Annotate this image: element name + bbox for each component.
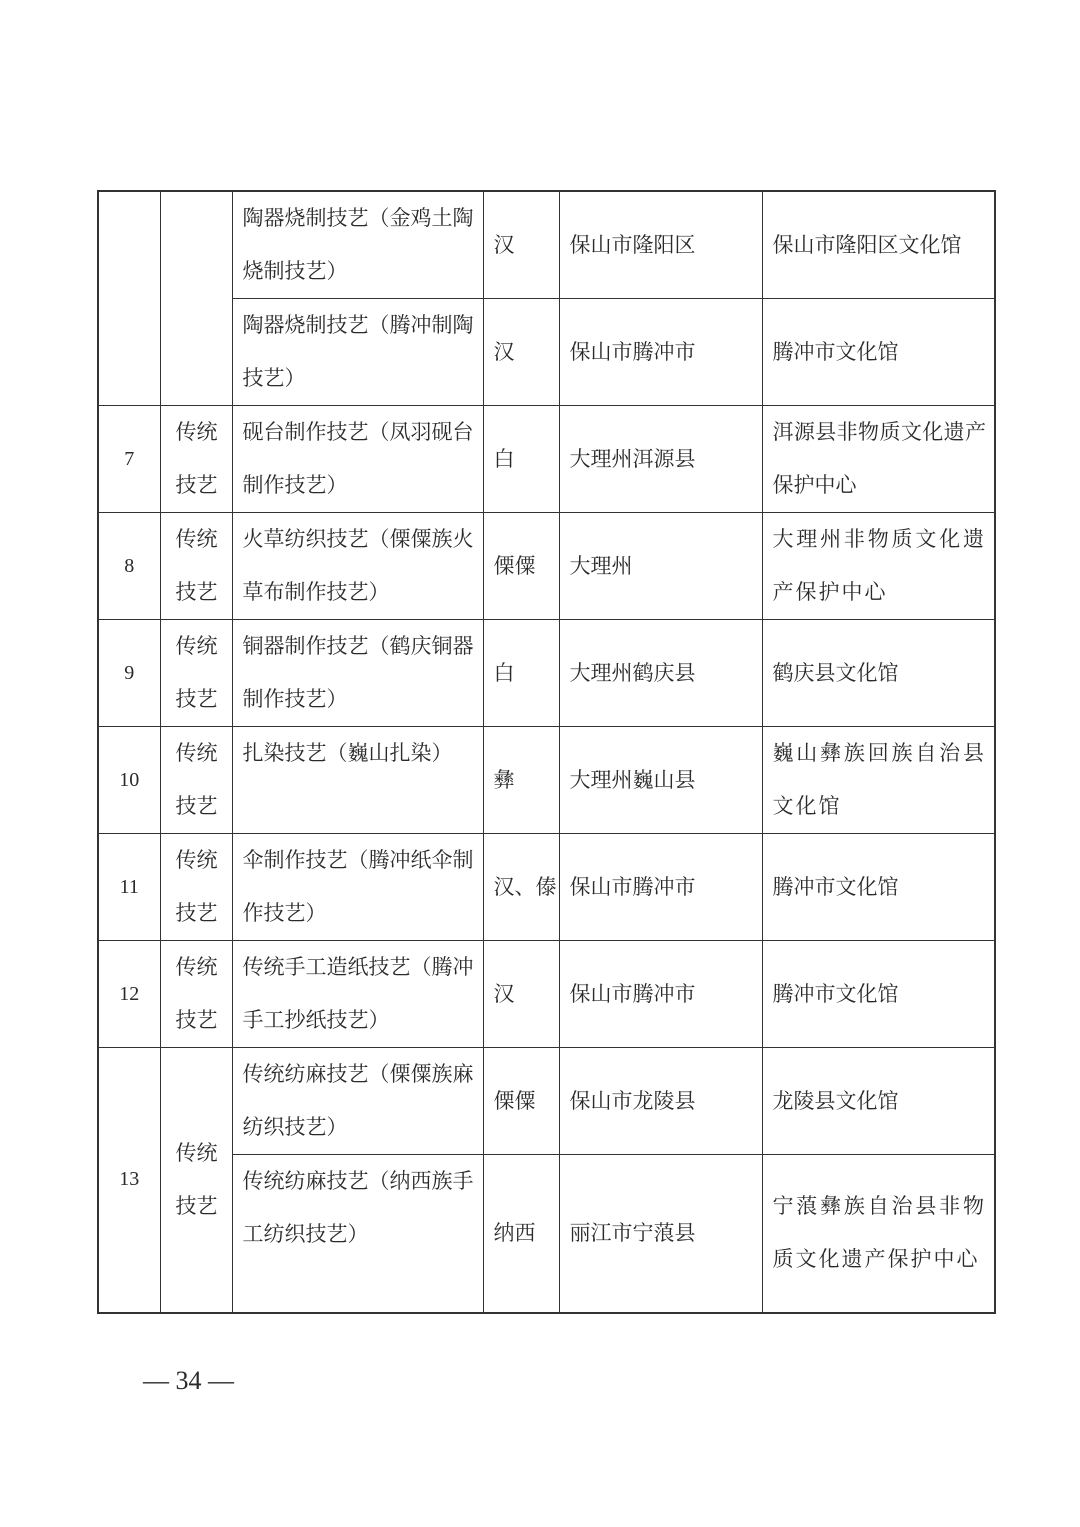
ethnicity-cell: 傈僳 (483, 1048, 559, 1155)
table-row (98, 620, 995, 727)
ethnicity-cell: 傈僳 (483, 513, 559, 620)
table-row (98, 191, 995, 299)
region-cell: 丽江市宁蒗县 (559, 1155, 762, 1313)
category-cell: 传统技艺 (160, 1048, 232, 1313)
protection-unit-cell: 腾冲市文化馆 (762, 834, 995, 941)
table-row (98, 727, 995, 834)
table-row (98, 1155, 995, 1313)
ethnicity-cell: 汉、傣 (483, 834, 559, 941)
category-cell: 传统技艺 (160, 941, 232, 1048)
protection-unit-cell: 宁蒗彝族自治县非物质文化遗产保护中心 (762, 1155, 995, 1313)
category-cell: 传统技艺 (160, 834, 232, 941)
protection-unit-cell: 龙陵县文化馆 (762, 1048, 995, 1155)
table-row (98, 513, 995, 620)
ethnicity-cell: 白 (483, 406, 559, 513)
category-cell: 传统技艺 (160, 406, 232, 513)
table-row (98, 406, 995, 513)
ethnicity-cell: 白 (483, 620, 559, 727)
project-name-cell: 砚台制作技艺（凤羽砚台制作技艺） (232, 406, 483, 513)
row-number-cell: 11 (98, 834, 160, 941)
category-cell (160, 191, 232, 406)
protection-unit-cell: 腾冲市文化馆 (762, 299, 995, 406)
table-row (98, 941, 995, 1048)
region-cell: 大理州洱源县 (559, 406, 762, 513)
project-name-cell: 陶器烧制技艺（金鸡土陶烧制技艺） (232, 191, 483, 299)
page-number: — 34 — (143, 1366, 234, 1395)
project-name-cell: 伞制作技艺（腾冲纸伞制作技艺） (232, 834, 483, 941)
row-number-cell: 12 (98, 941, 160, 1048)
ethnicity-cell: 汉 (483, 299, 559, 406)
category-cell: 传统技艺 (160, 620, 232, 727)
region-cell: 保山市腾冲市 (559, 941, 762, 1048)
protection-unit-cell: 大理州非物质文化遗产保护中心 (762, 513, 995, 620)
region-cell: 大理州鹤庆县 (559, 620, 762, 727)
table-row (98, 834, 995, 941)
row-number-cell: 7 (98, 406, 160, 513)
project-name-cell: 扎染技艺（巍山扎染） (232, 727, 483, 834)
project-name-cell: 陶器烧制技艺（腾冲制陶技艺） (232, 299, 483, 406)
region-cell: 大理州巍山县 (559, 727, 762, 834)
category-cell: 传统技艺 (160, 513, 232, 620)
project-name-cell: 传统手工造纸技艺（腾冲手工抄纸技艺） (232, 941, 483, 1048)
row-number-cell: 9 (98, 620, 160, 727)
row-number-cell: 10 (98, 727, 160, 834)
table-row (98, 1048, 995, 1155)
heritage-project-table (97, 190, 996, 1314)
ethnicity-cell: 汉 (483, 941, 559, 1048)
row-number-cell (98, 191, 160, 406)
row-number-cell: 8 (98, 513, 160, 620)
project-name-cell: 传统纺麻技艺（傈僳族麻纺织技艺） (232, 1048, 483, 1155)
protection-unit-cell: 鹤庆县文化馆 (762, 620, 995, 727)
table-row (98, 299, 995, 406)
project-name-cell: 传统纺麻技艺（纳西族手工纺织技艺） (232, 1155, 483, 1313)
protection-unit-cell: 洱源县非物质文化遗产保护中心 (762, 406, 995, 513)
protection-unit-cell: 保山市隆阳区文化馆 (762, 191, 995, 299)
protection-unit-cell: 腾冲市文化馆 (762, 941, 995, 1048)
region-cell: 保山市龙陵县 (559, 1048, 762, 1155)
ethnicity-cell: 彝 (483, 727, 559, 834)
project-name-cell: 火草纺织技艺（傈僳族火草布制作技艺） (232, 513, 483, 620)
project-name-cell: 铜器制作技艺（鹤庆铜器制作技艺） (232, 620, 483, 727)
region-cell: 保山市隆阳区 (559, 191, 762, 299)
region-cell: 大理州 (559, 513, 762, 620)
protection-unit-cell: 巍山彝族回族自治县文化馆 (762, 727, 995, 834)
ethnicity-cell: 纳西 (483, 1155, 559, 1313)
region-cell: 保山市腾冲市 (559, 834, 762, 941)
category-cell: 传统技艺 (160, 727, 232, 834)
ethnicity-cell: 汉 (483, 191, 559, 299)
row-number-cell: 13 (98, 1048, 160, 1313)
region-cell: 保山市腾冲市 (559, 299, 762, 406)
